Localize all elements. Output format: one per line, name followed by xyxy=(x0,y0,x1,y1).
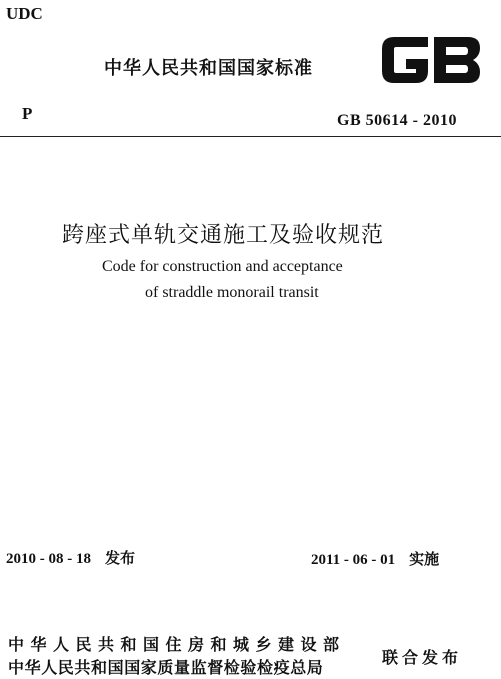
header-divider xyxy=(0,136,501,137)
issuer-aqsiq: 中华人民共和国国家质量监督检验检疫总局 xyxy=(8,658,324,677)
national-standard-title: 中华人民共和国国家标准 xyxy=(104,58,313,79)
implementation-date: 2011 - 06 - 01 xyxy=(311,552,396,568)
issue-info xyxy=(6,547,135,568)
document-title-en-line1: Code for construction and acceptance xyxy=(102,258,343,275)
standard-number: GB 50614 - 2010 xyxy=(337,112,457,129)
issue-date: 2010 - 08 - 18 xyxy=(6,551,91,567)
gb-logo-icon xyxy=(376,29,486,91)
udc-label: UDC xyxy=(6,4,43,23)
issuer-ministry-housing: 中华人民共和国住房和城乡建设部 xyxy=(8,635,346,654)
issue-label: 发布 xyxy=(105,549,136,567)
document-title-zh: 跨座式单轨交通施工及验收规范 xyxy=(62,223,385,248)
classification-label: P xyxy=(22,104,33,123)
implementation-info xyxy=(311,548,439,569)
joint-issue-label: 联合发布 xyxy=(382,648,463,667)
document-title-en-line2: of straddle monorail transit xyxy=(145,284,319,301)
implementation-label: 实施 xyxy=(409,550,440,568)
